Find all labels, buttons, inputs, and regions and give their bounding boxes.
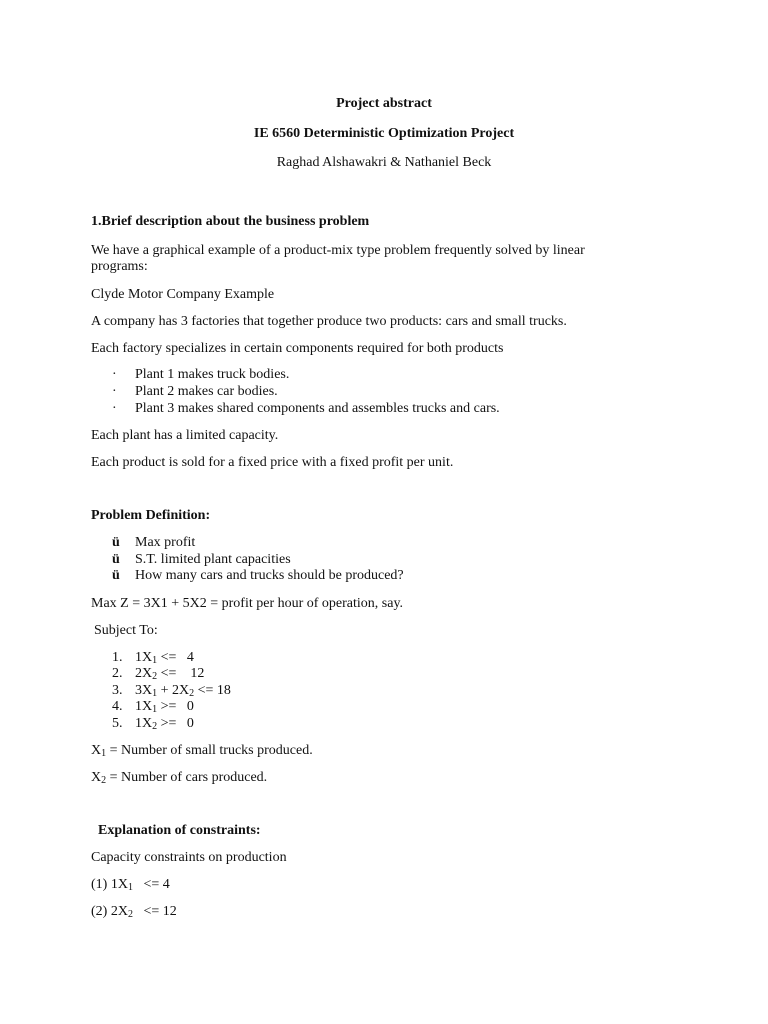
constraint-term: 3X: [135, 683, 153, 698]
subject-to-label: Subject To:: [94, 623, 158, 638]
list-number: 1.: [112, 650, 123, 665]
constraint-term: 1X: [135, 699, 153, 714]
constraint-2: [135, 665, 204, 682]
constraint-bound: <= 12: [157, 666, 205, 681]
objective-function: Max Z = 3X1 + 5X2 = profit per hour of operation, say.: [91, 596, 404, 611]
list-item: Plant 1 makes truck bodies.: [135, 367, 290, 382]
subscript: 1: [152, 655, 158, 666]
constraint-bound: <= 4: [157, 650, 194, 665]
list-number: 5.: [112, 716, 123, 731]
course-title: IE 6560 Deterministic Optimization Project: [253, 126, 515, 141]
bullet-marker: ·: [112, 401, 117, 416]
explanation-constraint-2: [91, 903, 177, 920]
subscript: 1: [101, 748, 107, 759]
constraint-bound: <= 18: [194, 683, 231, 698]
constraint-term: (1) 1X: [91, 877, 128, 892]
variable-description: = Number of cars produced.: [106, 770, 268, 785]
check-marker: ü: [112, 535, 120, 550]
list-number: 2.: [112, 666, 123, 681]
list-number: 4.: [112, 699, 123, 714]
subscript: 2: [101, 775, 107, 786]
check-marker: ü: [112, 552, 120, 567]
list-item: Max profit: [135, 535, 196, 550]
constraint-term: (2) 2X: [91, 904, 128, 919]
list-number: 3.: [112, 683, 123, 698]
constraint-bound: <= 12: [132, 904, 177, 919]
check-marker: ü: [112, 568, 120, 583]
variable-description: = Number of small trucks produced.: [106, 743, 313, 758]
subscript: 1: [152, 704, 158, 715]
explanation-constraint-1: [91, 876, 170, 893]
bullet-marker: ·: [112, 384, 117, 399]
constraint-1: [135, 649, 194, 666]
subscript: 1: [152, 688, 158, 699]
constraint-3: [135, 682, 231, 699]
constraint-4: [135, 698, 194, 715]
variable-x1-definition: [91, 742, 313, 759]
constraint-term: 2X: [135, 666, 153, 681]
constraint-5: [135, 715, 194, 732]
list-item: Plant 3 makes shared components and assembles trucks and cars.: [135, 401, 500, 416]
subscript: 2: [152, 721, 158, 732]
authors: Raghad Alshawakri & Nathaniel Beck: [276, 155, 492, 170]
intro-line-2: programs:: [91, 259, 148, 274]
subscript: 2: [189, 688, 195, 699]
variable-name: X: [91, 770, 102, 785]
constraint-term: + 2X: [157, 683, 190, 698]
variable-x2-definition: [91, 769, 267, 786]
capacity-note: Each plant has a limited capacity.: [91, 428, 279, 443]
document-title: Project abstract: [336, 96, 432, 111]
problem-definition-heading: Problem Definition:: [91, 508, 211, 523]
specialization-note: Each factory specializes in certain components required for both products: [91, 341, 504, 356]
variable-name: X: [91, 743, 102, 758]
subscript: 2: [152, 671, 158, 682]
constraint-term: 1X: [135, 650, 153, 665]
bullet-marker: ·: [112, 367, 117, 382]
constraint-bound: >= 0: [157, 699, 194, 714]
list-item: Plant 2 makes car bodies.: [135, 384, 278, 399]
constraint-bound: >= 0: [157, 716, 194, 731]
list-item: S.T. limited plant capacities: [135, 552, 291, 567]
subscript: 2: [127, 909, 133, 920]
explanation-heading: Explanation of constraints:: [98, 823, 261, 838]
price-note: Each product is sold for a fixed price with a fixed profit per unit.: [91, 455, 454, 470]
constraint-term: 1X: [135, 716, 153, 731]
constraint-bound: <= 4: [132, 877, 170, 892]
intro-line-1: We have a graphical example of a product-mix type problem frequently solved by linear: [91, 243, 585, 258]
list-item: How many cars and trucks should be produced?: [135, 568, 404, 583]
subscript: 1: [127, 882, 133, 893]
company-description: A company has 3 factories that together produce two products: cars and small trucks.: [91, 314, 567, 329]
section1-heading: 1.Brief description about the business problem: [91, 214, 370, 229]
example-name: Clyde Motor Company Example: [91, 287, 275, 302]
capacity-constraints-heading: Capacity constraints on production: [91, 850, 287, 865]
